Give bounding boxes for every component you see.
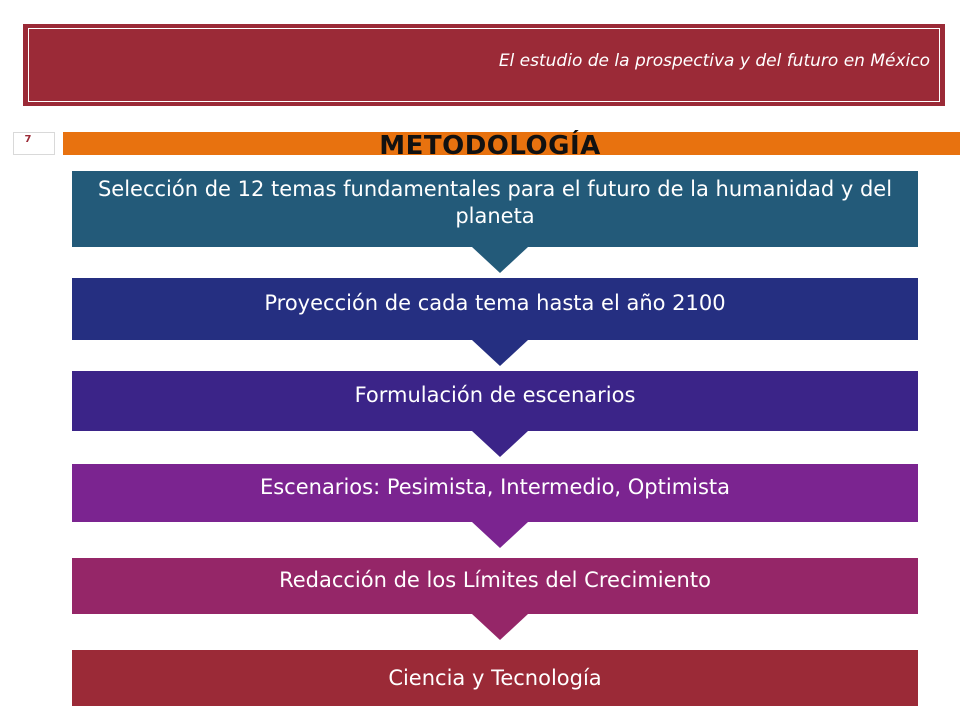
process-step-label: Selección de 12 temas fundamentales para el futuro de la humanidad y del planeta xyxy=(97,177,893,228)
process-step-3 xyxy=(72,371,918,431)
process-step-label: Redacción de los Límites del Crecimiento xyxy=(279,567,711,592)
process-step-label: Ciencia y Tecnología xyxy=(388,665,602,690)
process-step-1 xyxy=(72,171,918,247)
process-step-6 xyxy=(72,650,918,706)
process-step-2 xyxy=(72,278,918,340)
step-connector-arrow-icon xyxy=(472,614,528,640)
process-step-label: Escenarios: Pesimista, Intermedio, Optimista xyxy=(259,474,731,499)
step-connector-arrow-icon xyxy=(472,431,528,457)
slide-number: 7 xyxy=(24,134,32,145)
process-step-5 xyxy=(72,558,918,614)
process-step-label: Proyección de cada tema hasta el año 2100 xyxy=(264,290,726,315)
step-connector-arrow-icon xyxy=(472,340,528,366)
header-title: El estudio de la prospectiva y del futuro en México xyxy=(498,51,930,71)
process-step-label: Formulación de escenarios xyxy=(354,382,636,407)
step-connector-arrow-icon xyxy=(472,247,528,273)
slide-heading: METODOLOGÍA xyxy=(379,131,601,161)
process-step-4 xyxy=(72,464,918,522)
step-connector-arrow-icon xyxy=(472,522,528,548)
